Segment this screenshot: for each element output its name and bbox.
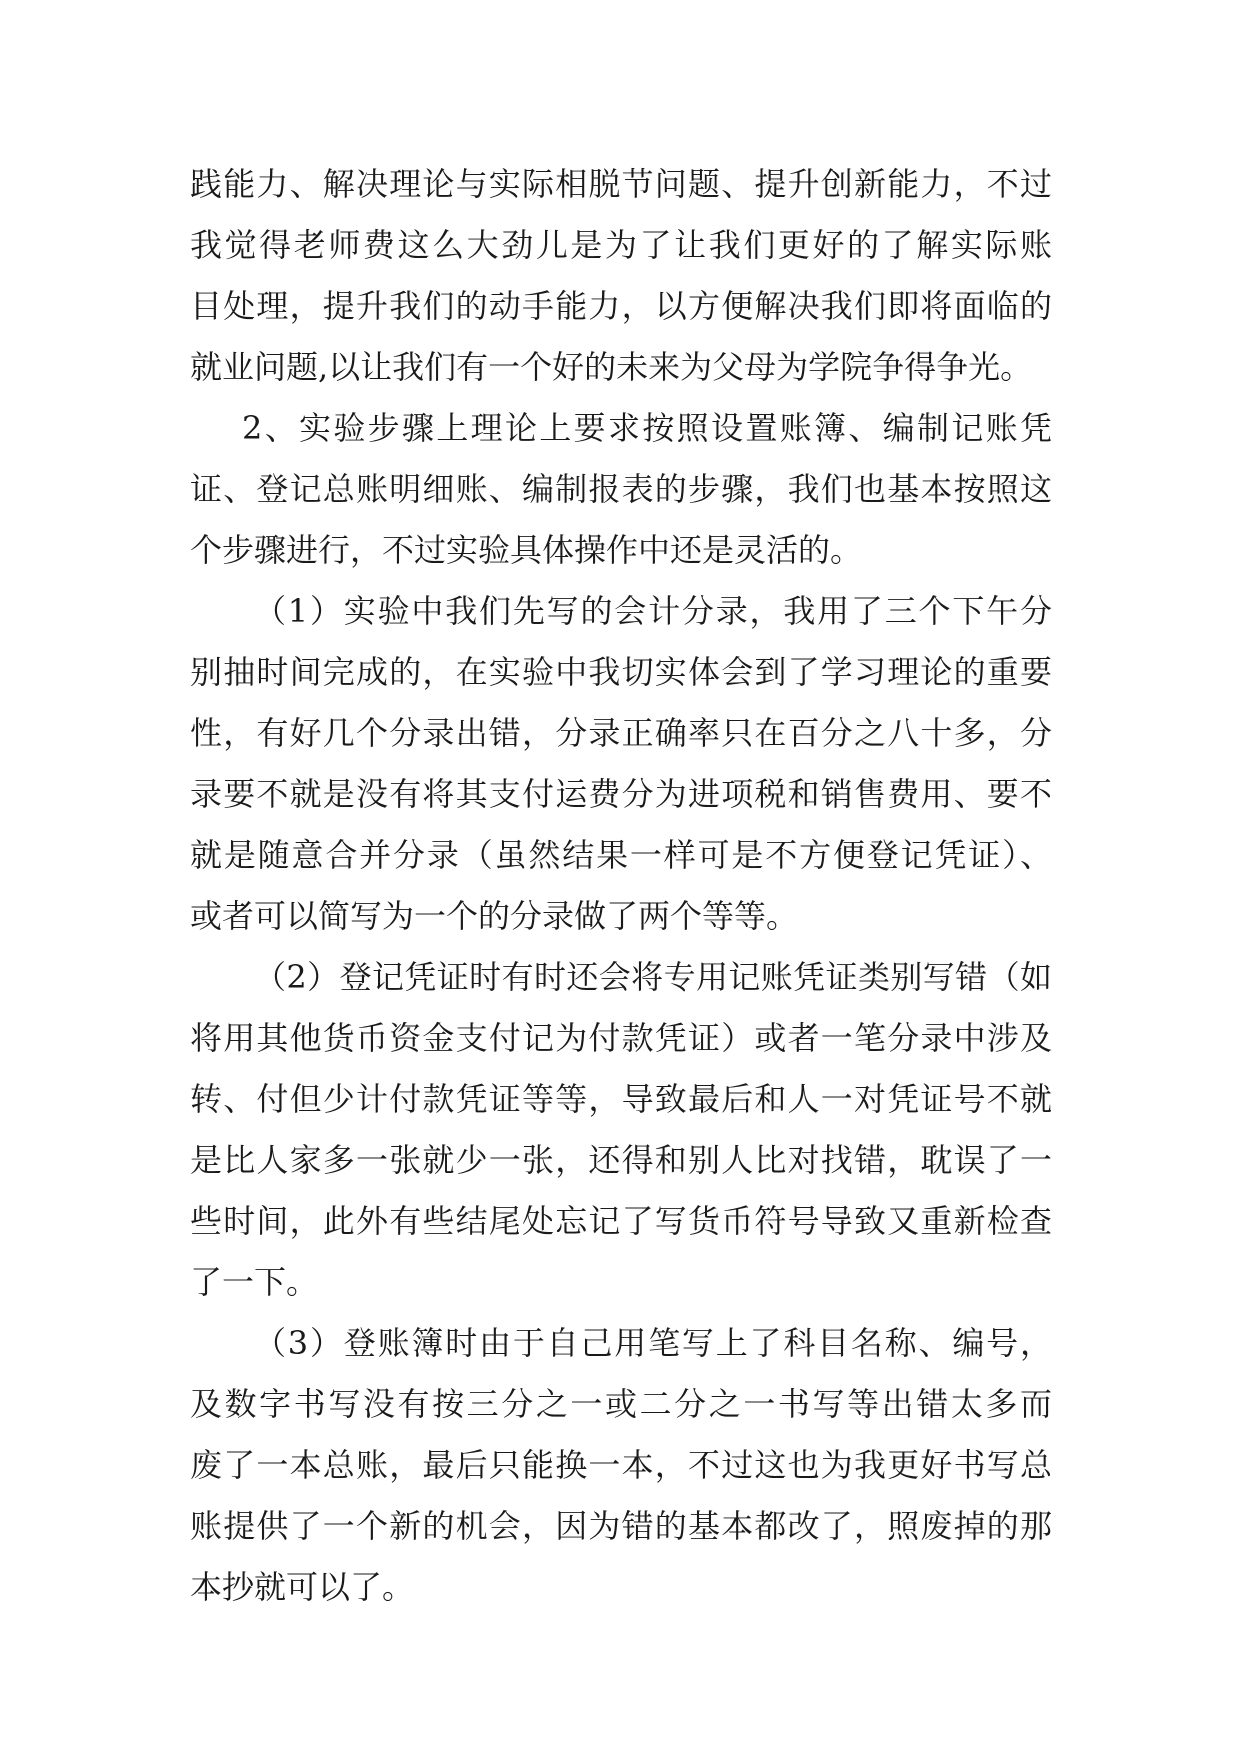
body-text <box>190 154 1052 1618</box>
text-line: 2、实验步骤上理论上要求按照设置账簿、编制记账凭 <box>242 409 1052 447</box>
text-line: 是比人家多一张就少一张，还得和别人比对找错，耽误了一 <box>190 1141 1052 1179</box>
text-line: 将用其他货币资金支付记为付款凭证）或者一笔分录中涉及 <box>190 1019 1052 1057</box>
text-line: 就是随意合并分录（虽然结果一样可是不方便登记凭证）、 <box>190 836 1052 874</box>
text-line: （3）登账簿时由于自己用笔写上了科目名称、编号， <box>254 1324 1052 1362</box>
text-line: 些时间，此外有些结尾处忘记了写货币符号导致又重新检查 <box>190 1202 1052 1240</box>
text-line: 录要不就是没有将其支付运费分为进项税和销售费用、要不 <box>190 775 1052 813</box>
text-line: 目处理，提升我们的动手能力，以方便解决我们即将面临的 <box>190 287 1052 325</box>
text-line: 个步骤进行，不过实验具体操作中还是灵活的。 <box>190 531 863 569</box>
text-line: （1）实验中我们先写的会计分录，我用了三个下午分 <box>254 592 1052 630</box>
text-line: 转、付但少计付款凭证等等，导致最后和人一对凭证号不就 <box>190 1080 1052 1118</box>
text-line: 了一下。 <box>190 1263 319 1301</box>
text-line: （2）登记凭证时有时还会将专用记账凭证类别写错（如 <box>254 958 1052 996</box>
text-line: 账提供了一个新的机会，因为错的基本都改了，照废掉的那 <box>190 1507 1052 1545</box>
text-line: 或者可以简写为一个的分录做了两个等等。 <box>190 897 799 935</box>
text-line: 我觉得老师费这么大劲儿是为了让我们更好的了解实际账 <box>190 226 1052 264</box>
text-line: 别抽时间完成的，在实验中我切实体会到了学习理论的重要 <box>190 653 1052 691</box>
text-line: 践能力、解决理论与实际相脱节问题、提升创新能力，不过 <box>190 165 1052 203</box>
text-line: 就业问题,以让我们有一个好的未来为父母为学院争得争光。 <box>190 348 1033 386</box>
text-line: 性，有好几个分录出错，分录正确率只在百分之八十多，分 <box>190 714 1052 752</box>
text-line: 证、登记总账明细账、编制报表的步骤，我们也基本按照这 <box>190 470 1052 508</box>
text-line: 及数字书写没有按三分之一或二分之一书写等出错太多而 <box>190 1385 1052 1423</box>
text-line: 废了一本总账，最后只能换一本，不过这也为我更好书写总 <box>190 1446 1052 1484</box>
text-line: 本抄就可以了。 <box>190 1568 415 1606</box>
